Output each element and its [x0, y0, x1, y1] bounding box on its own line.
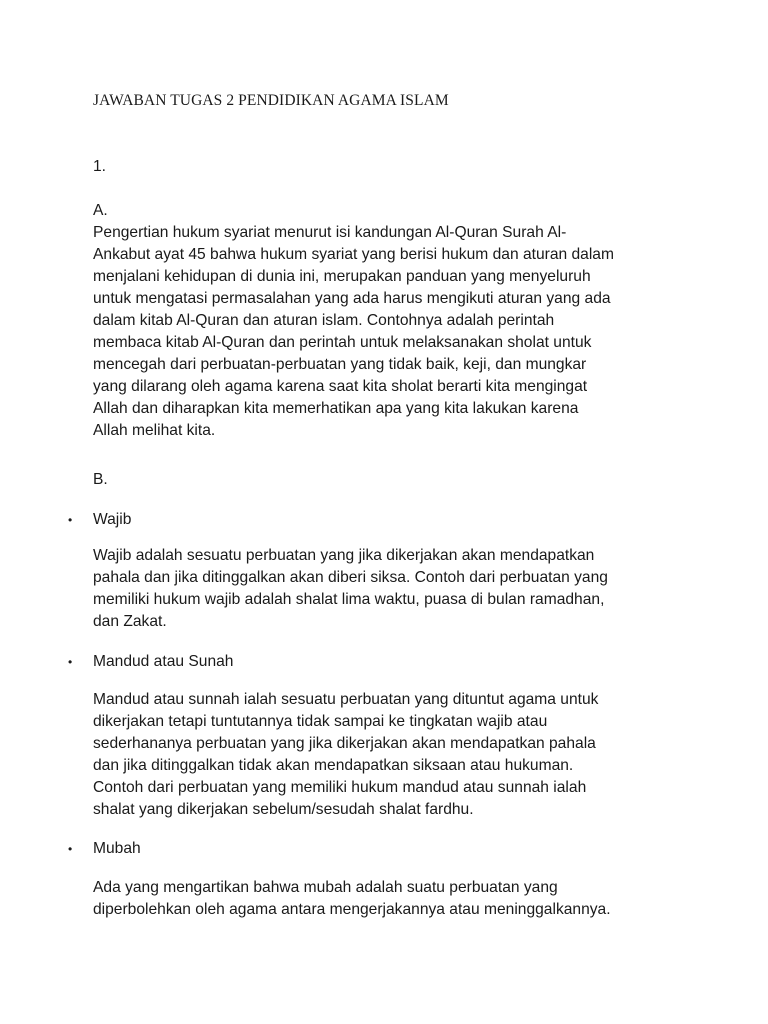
text-line: memiliki hukum wajib adalah shalat lima waktu, puasa di bulan ramadhan, [93, 591, 605, 608]
item-heading-mubah: Mubah [93, 840, 141, 857]
part-b-label: B. [93, 471, 108, 488]
text-line: menjalani kehidupan di dunia ini, merupakan panduan yang menyeluruh [93, 268, 591, 285]
bullet-icon: • [68, 842, 73, 856]
text-line: sederhananya perbuatan yang jika dikerjakan akan mendapatkan pahala [93, 735, 596, 752]
item-paragraph-sunah [93, 689, 693, 821]
text-line: dalam kitab Al-Quran dan aturan islam. Contohnya adalah perintah [93, 312, 555, 329]
text-line: untuk mengatasi permasalahan yang ada harus mengikuti aturan yang ada [93, 290, 611, 307]
text-line: Allah dan diharapkan kita memerhatikan apa yang kita lakukan karena [93, 400, 579, 417]
text-line: Wajib adalah sesuatu perbuatan yang jika dikerjakan akan mendapatkan [93, 547, 595, 564]
bullet-icon: • [68, 513, 73, 527]
text-line: diperbolehkan oleh agama antara mengerjakannya atau meninggalkannya. [93, 901, 611, 918]
text-line: shalat yang dikerjakan sebelum/sesudah shalat fardhu. [93, 801, 474, 818]
text-line: mencegah dari perbuatan-perbuatan yang tidak baik, keji, dan mungkar [93, 356, 587, 373]
document-title: JAWABAN TUGAS 2 PENDIDIKAN AGAMA ISLAM [93, 92, 449, 109]
item-paragraph-wajib [93, 545, 693, 633]
text-line: membaca kitab Al-Quran dan perintah untuk melaksanakan sholat untuk [93, 334, 592, 351]
text-line: Allah melihat kita. [93, 422, 216, 439]
text-line: Mandud atau sunnah ialah sesuatu perbuatan yang dituntut agama untuk [93, 691, 599, 708]
text-line: dan jika ditinggalkan tidak akan mendapatkan siksaan atau hukuman. [93, 757, 574, 774]
text-line: pahala dan jika ditinggalkan akan diberi siksa. Contoh dari perbuatan yang [93, 569, 608, 586]
text-line: Pengertian hukum syariat menurut isi kandungan Al-Quran Surah Al- [93, 224, 567, 241]
text-line: Contoh dari perbuatan yang memiliki hukum mandud atau sunnah ialah [93, 779, 587, 796]
item-paragraph-mubah [93, 877, 693, 921]
question-number: 1. [93, 158, 107, 175]
part-a-label: A. [93, 202, 108, 219]
text-line: dan Zakat. [93, 613, 167, 630]
text-line: Ankabut ayat 45 bahwa hukum syariat yang berisi hukum dan aturan dalam [93, 246, 614, 263]
text-line: yang dilarang oleh agama karena saat kita sholat berarti kita mengingat [93, 378, 588, 395]
item-heading-sunah: Mandud atau Sunah [93, 653, 234, 670]
bullet-icon: • [68, 655, 73, 669]
item-heading-wajib: Wajib [93, 511, 132, 528]
text-line: dikerjakan tetapi tuntutannya tidak sampai ke tingkatan wajib atau [93, 713, 548, 730]
part-a-paragraph [93, 222, 693, 442]
text-line: Ada yang mengartikan bahwa mubah adalah suatu perbuatan yang [93, 879, 558, 896]
